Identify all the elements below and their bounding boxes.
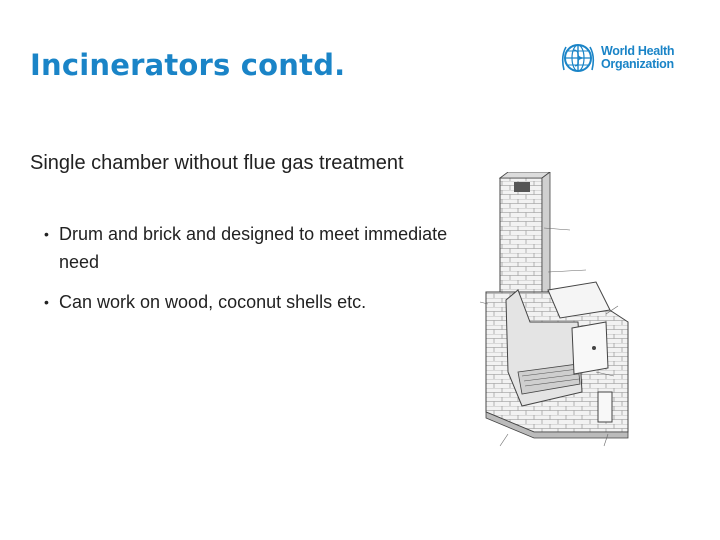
logo-line-2: Organization: [601, 57, 674, 71]
bullet-text: Drum and brick and designed to meet immediate need: [59, 224, 448, 272]
bullet-text: Can work on wood, coconut shells etc.: [59, 292, 367, 312]
who-emblem-icon: [560, 40, 596, 76]
slide-title: Incinerators contd.: [30, 48, 346, 82]
bullet-marker: •: [44, 226, 49, 242]
intro-text: Single chamber without flue gas treatment: [30, 152, 404, 174]
bullet-list: [44, 220, 454, 328]
list-item: [44, 220, 454, 276]
incinerator-illustration: [478, 172, 638, 462]
logo-line-1: World Health: [601, 44, 675, 58]
bullet-marker: •: [44, 294, 49, 310]
list-item: [44, 288, 454, 316]
who-logo: [560, 38, 700, 78]
